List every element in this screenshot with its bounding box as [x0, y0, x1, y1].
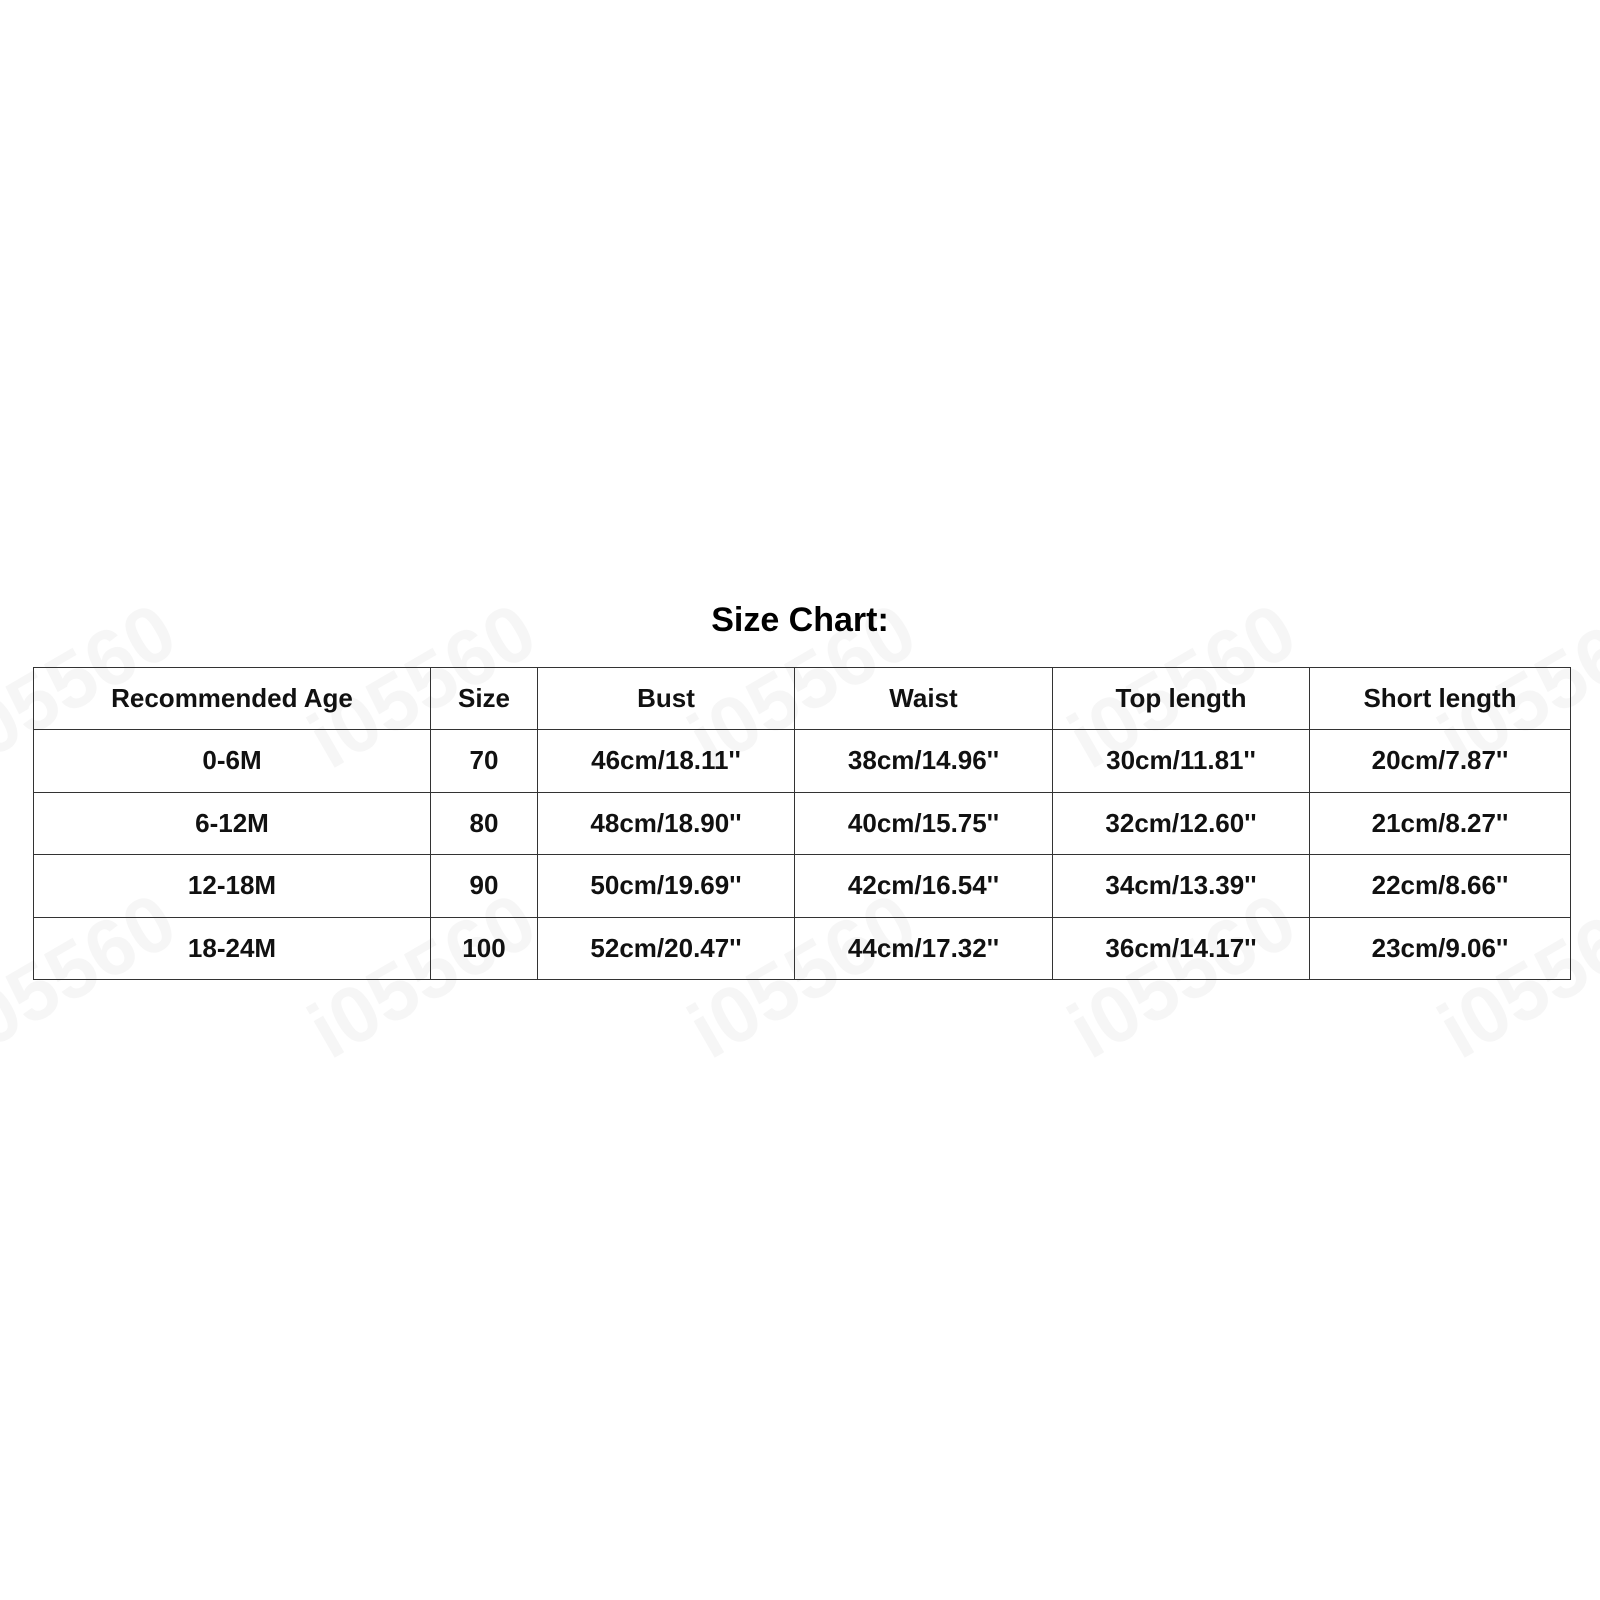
cell-age: 18-24M: [34, 917, 431, 980]
size-chart-table: [33, 667, 1571, 980]
cell-short-length: 20cm/7.87'': [1310, 730, 1571, 793]
header-recommended-age: Recommended Age: [34, 668, 431, 730]
header-top-length: Top length: [1053, 668, 1310, 730]
cell-top-length: 36cm/14.17'': [1053, 917, 1310, 980]
cell-size: 100: [431, 917, 538, 980]
header-waist: Waist: [795, 668, 1053, 730]
table-row: [34, 917, 1571, 980]
cell-top-length: 34cm/13.39'': [1053, 855, 1310, 918]
cell-short-length: 23cm/9.06'': [1310, 917, 1571, 980]
cell-bust: 52cm/20.47'': [538, 917, 795, 980]
cell-waist: 40cm/15.75'': [795, 792, 1053, 855]
header-short-length: Short length: [1310, 668, 1571, 730]
cell-waist: 42cm/16.54'': [795, 855, 1053, 918]
cell-waist: 44cm/17.32'': [795, 917, 1053, 980]
cell-top-length: 32cm/12.60'': [1053, 792, 1310, 855]
cell-age: 6-12M: [34, 792, 431, 855]
cell-bust: 46cm/18.11'': [538, 730, 795, 793]
table-row: [34, 730, 1571, 793]
cell-top-length: 30cm/11.81'': [1053, 730, 1310, 793]
cell-waist: 38cm/14.96'': [795, 730, 1053, 793]
header-size: Size: [431, 668, 538, 730]
cell-size: 90: [431, 855, 538, 918]
cell-age: 0-6M: [34, 730, 431, 793]
cell-short-length: 22cm/8.66'': [1310, 855, 1571, 918]
header-row: [34, 668, 1571, 730]
cell-age: 12-18M: [34, 855, 431, 918]
cell-bust: 48cm/18.90'': [538, 792, 795, 855]
cell-size: 80: [431, 792, 538, 855]
page-title: Size Chart:: [711, 601, 889, 639]
table-row: [34, 855, 1571, 918]
table-row: [34, 792, 1571, 855]
cell-short-length: 21cm/8.27'': [1310, 792, 1571, 855]
cell-bust: 50cm/19.69'': [538, 855, 795, 918]
header-bust: Bust: [538, 668, 795, 730]
cell-size: 70: [431, 730, 538, 793]
